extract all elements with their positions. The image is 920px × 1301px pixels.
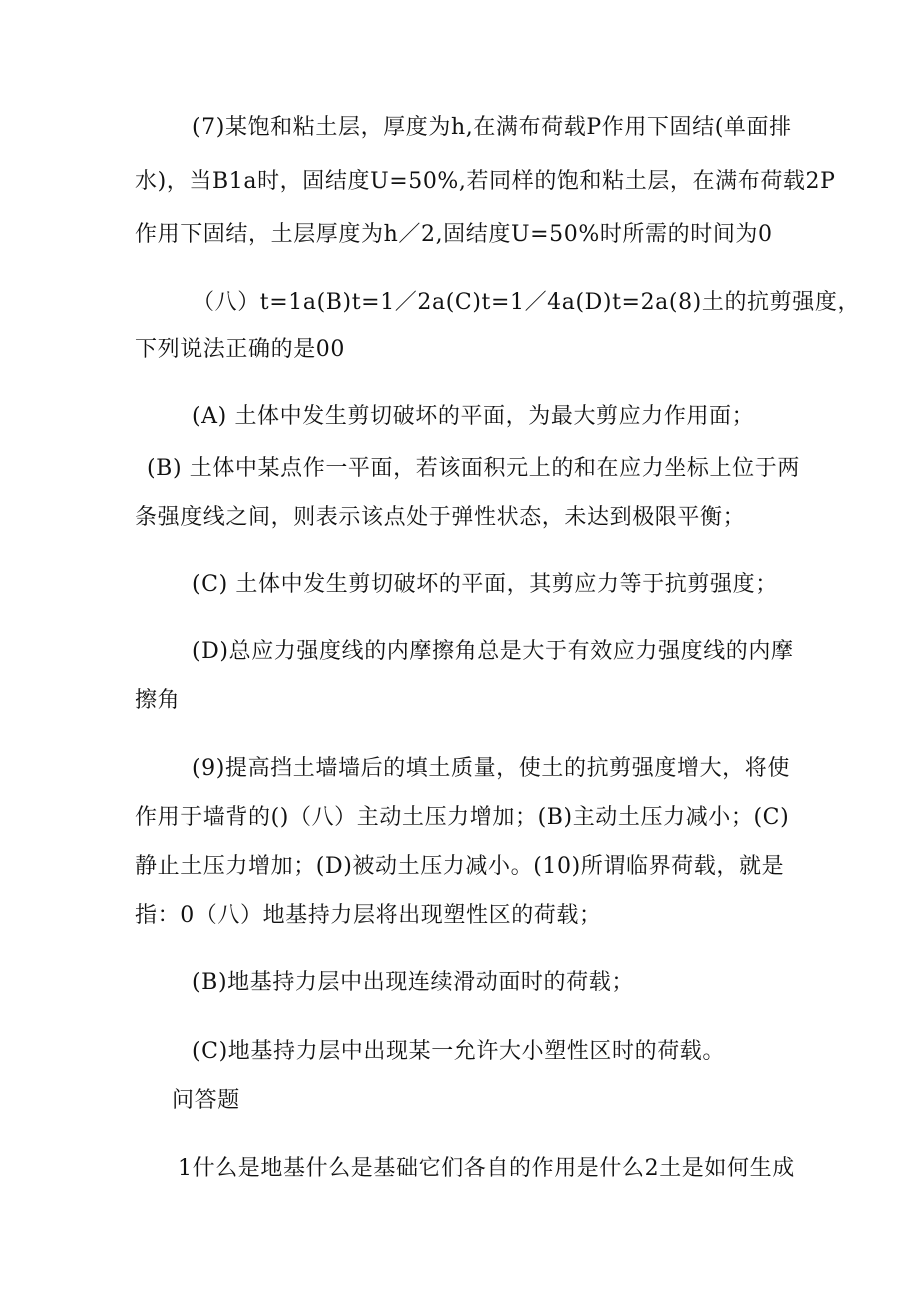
question-8-option-b-line-1: (B) 土体中某点作一平面，若该面积元上的和在应力坐标上位于两 [147, 456, 800, 481]
question-7-line-2: 水)，当B1a时，固结度U=50%,若同样的饱和粘土层，在满布荷载2P [135, 169, 836, 194]
question-10-option-c: (C)地基持力层中出现某一允许大小塑性区时的荷载。 [192, 1039, 726, 1064]
question-8-option-d-line-2: 擦角 [135, 688, 181, 713]
question-10-option-b: (B)地基持力层中出现连续滑动面时的荷载； [192, 970, 634, 995]
question-7-options-line: （八）t=1a(B)t=1／2a(C)t=1／4a(D)t=2a(8)土的抗剪强度， [192, 290, 861, 315]
question-9-line-3: 静止土压力增加；(D)被动土压力减小。(10)所谓临界荷载，就是 [135, 854, 785, 879]
question-8-option-c: (C) 土体中发生剪切破坏的平面，其剪应力等于抗剪强度； [192, 572, 778, 597]
question-10-line-4: 指：0（八）地基持力层将出现塑性区的荷载； [135, 903, 602, 928]
question-8-option-b-line-2: 条强度线之间，则表示该点处于弹性状态，未达到极限平衡； [135, 505, 746, 530]
question-9-line-2: 作用于墙背的()（八）主动土压力增加；(B)主动土压力减小；(C) [135, 805, 790, 830]
question-8-option-a: (A) 土体中发生剪切破坏的平面，为最大剪应力作用面； [192, 404, 755, 429]
question-9-line-1: (9)提高挡土墙墙后的填土质量，使土的抗剪强度增大，将使 [192, 756, 790, 781]
question-8-stem-line: 下列说法正确的是00 [135, 337, 345, 362]
question-7-line-3: 作用下固结，土层厚度为h／2,固结度U=50%时所需的时间为0 [135, 222, 773, 247]
section-heading: 问答题 [172, 1088, 240, 1113]
question-7-line-1: (7)某饱和粘土层，厚度为h,在满布荷载P作用下固结(单面排 [192, 115, 792, 140]
question-8-option-d-line-1: (D)总应力强度线的内摩擦角总是大于有效应力强度线的内摩 [192, 639, 794, 664]
qa-question-line: 1什么是地基什么是基础它们各自的作用是什么2土是如何生成 [178, 1156, 795, 1181]
